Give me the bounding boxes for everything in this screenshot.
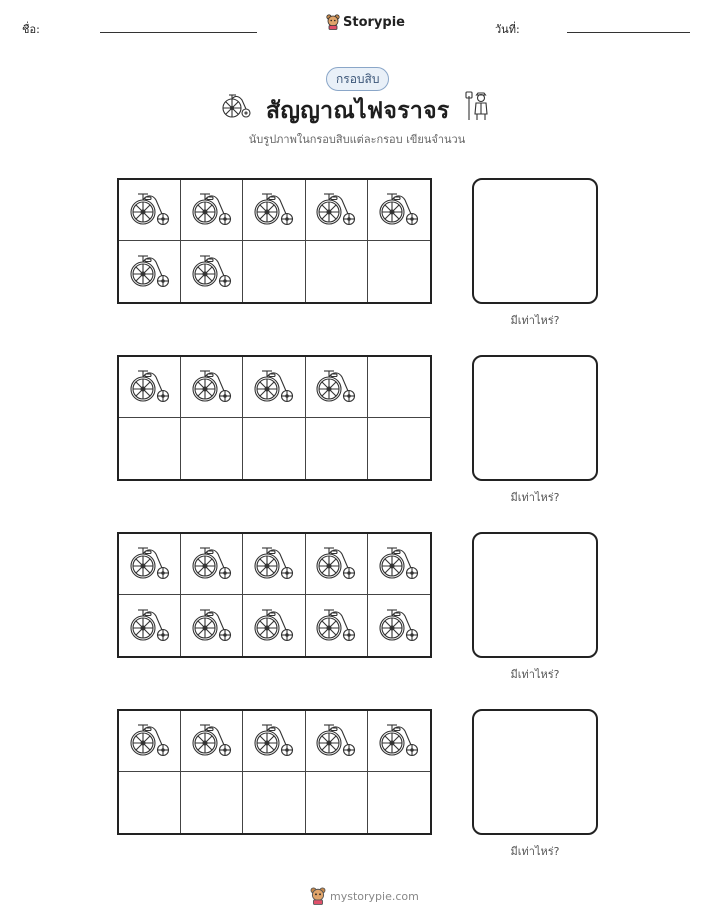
- brand-name: Storypie: [343, 14, 405, 30]
- ten-frame-cell: [368, 180, 430, 241]
- bear-mascot-icon: [310, 887, 326, 905]
- ten-frame-cell: [306, 241, 368, 302]
- penny-farthing-bicycle-icon: [128, 250, 172, 294]
- ten-frame-cell: [306, 534, 368, 595]
- penny-farthing-bicycle-icon: [314, 542, 358, 586]
- ten-frame-cell: [306, 711, 368, 772]
- worksheet-title: สัญญาณไฟจราจร: [266, 98, 450, 124]
- penny-farthing-bicycle-icon: [190, 542, 234, 586]
- penny-farthing-bicycle-icon: [314, 604, 358, 648]
- ten-frame-cell: [368, 772, 430, 833]
- ten-frame-cell: [119, 241, 181, 302]
- worksheet-type-badge: กรอบสิบ: [326, 67, 389, 91]
- penny-farthing-bicycle-icon: [252, 542, 296, 586]
- name-label: ชื่อ:: [22, 23, 40, 36]
- name-field[interactable]: [100, 32, 257, 33]
- how-many-prompt: มีเท่าไหร่?: [510, 845, 560, 858]
- ten-frame-cell: [181, 595, 243, 656]
- penny-farthing-bicycle-icon: [252, 188, 296, 232]
- ten-frame: [117, 178, 432, 304]
- ten-frame-cell: [306, 357, 368, 418]
- ten-frame-cell: [306, 772, 368, 833]
- ten-frame-cell: [181, 357, 243, 418]
- ten-frame-cell: [119, 534, 181, 595]
- ten-frame-cell: [119, 357, 181, 418]
- ten-frame-cell: [368, 534, 430, 595]
- penny-farthing-bicycle-icon: [221, 92, 253, 120]
- how-many-prompt: มีเท่าไหร่?: [510, 491, 560, 504]
- answer-box[interactable]: [472, 532, 598, 658]
- ten-frame-cell: [368, 711, 430, 772]
- traffic-officer-icon: [464, 90, 490, 122]
- ten-frame-cell: [243, 772, 305, 833]
- penny-farthing-bicycle-icon: [252, 604, 296, 648]
- penny-farthing-bicycle-icon: [128, 719, 172, 763]
- penny-farthing-bicycle-icon: [377, 719, 421, 763]
- penny-farthing-bicycle-icon: [190, 365, 234, 409]
- ten-frame-cell: [181, 241, 243, 302]
- penny-farthing-bicycle-icon: [314, 188, 358, 232]
- footer-url: mystorypie.com: [330, 889, 419, 903]
- penny-farthing-bicycle-icon: [314, 719, 358, 763]
- ten-frame-cell: [243, 357, 305, 418]
- ten-frame: [117, 709, 432, 835]
- instructions: นับรูปภาพในกรอบสิบแต่ละกรอบ เขียนจำนวน: [248, 133, 466, 146]
- date-label: วันที่:: [495, 23, 520, 36]
- ten-frame-cell: [368, 595, 430, 656]
- bear-mascot-icon: [326, 14, 340, 30]
- ten-frame-cell: [243, 180, 305, 241]
- penny-farthing-bicycle-icon: [190, 188, 234, 232]
- penny-farthing-bicycle-icon: [252, 719, 296, 763]
- penny-farthing-bicycle-icon: [128, 604, 172, 648]
- ten-frame-cell: [119, 772, 181, 833]
- date-field[interactable]: [567, 32, 690, 33]
- ten-frame: [117, 355, 432, 481]
- ten-frame-cell: [368, 418, 430, 479]
- answer-box[interactable]: [472, 178, 598, 304]
- ten-frame-cell: [306, 180, 368, 241]
- penny-farthing-bicycle-icon: [128, 542, 172, 586]
- footer: [310, 887, 419, 905]
- ten-frame-cell: [243, 534, 305, 595]
- ten-frame-cell: [306, 418, 368, 479]
- ten-frame-cell: [368, 241, 430, 302]
- ten-frame-cell: [181, 772, 243, 833]
- penny-farthing-bicycle-icon: [190, 604, 234, 648]
- answer-box[interactable]: [472, 355, 598, 481]
- how-many-prompt: มีเท่าไหร่?: [510, 314, 560, 327]
- penny-farthing-bicycle-icon: [377, 542, 421, 586]
- ten-frame: [117, 532, 432, 658]
- penny-farthing-bicycle-icon: [377, 188, 421, 232]
- ten-frame-cell: [119, 180, 181, 241]
- ten-frame-cell: [368, 357, 430, 418]
- ten-frame-cell: [181, 418, 243, 479]
- penny-farthing-bicycle-icon: [252, 365, 296, 409]
- penny-farthing-bicycle-icon: [190, 719, 234, 763]
- penny-farthing-bicycle-icon: [314, 365, 358, 409]
- how-many-prompt: มีเท่าไหร่?: [510, 668, 560, 681]
- penny-farthing-bicycle-icon: [190, 250, 234, 294]
- ten-frame-cell: [119, 711, 181, 772]
- answer-box[interactable]: [472, 709, 598, 835]
- penny-farthing-bicycle-icon: [128, 365, 172, 409]
- penny-farthing-bicycle-icon: [377, 604, 421, 648]
- ten-frame-cell: [119, 418, 181, 479]
- ten-frame-cell: [243, 241, 305, 302]
- ten-frame-cell: [181, 534, 243, 595]
- ten-frame-cell: [181, 180, 243, 241]
- ten-frame-cell: [181, 711, 243, 772]
- ten-frame-cell: [243, 711, 305, 772]
- ten-frame-cell: [243, 418, 305, 479]
- ten-frame-cell: [243, 595, 305, 656]
- penny-farthing-bicycle-icon: [128, 188, 172, 232]
- ten-frame-cell: [119, 595, 181, 656]
- brand-logo: [326, 14, 405, 30]
- ten-frame-cell: [306, 595, 368, 656]
